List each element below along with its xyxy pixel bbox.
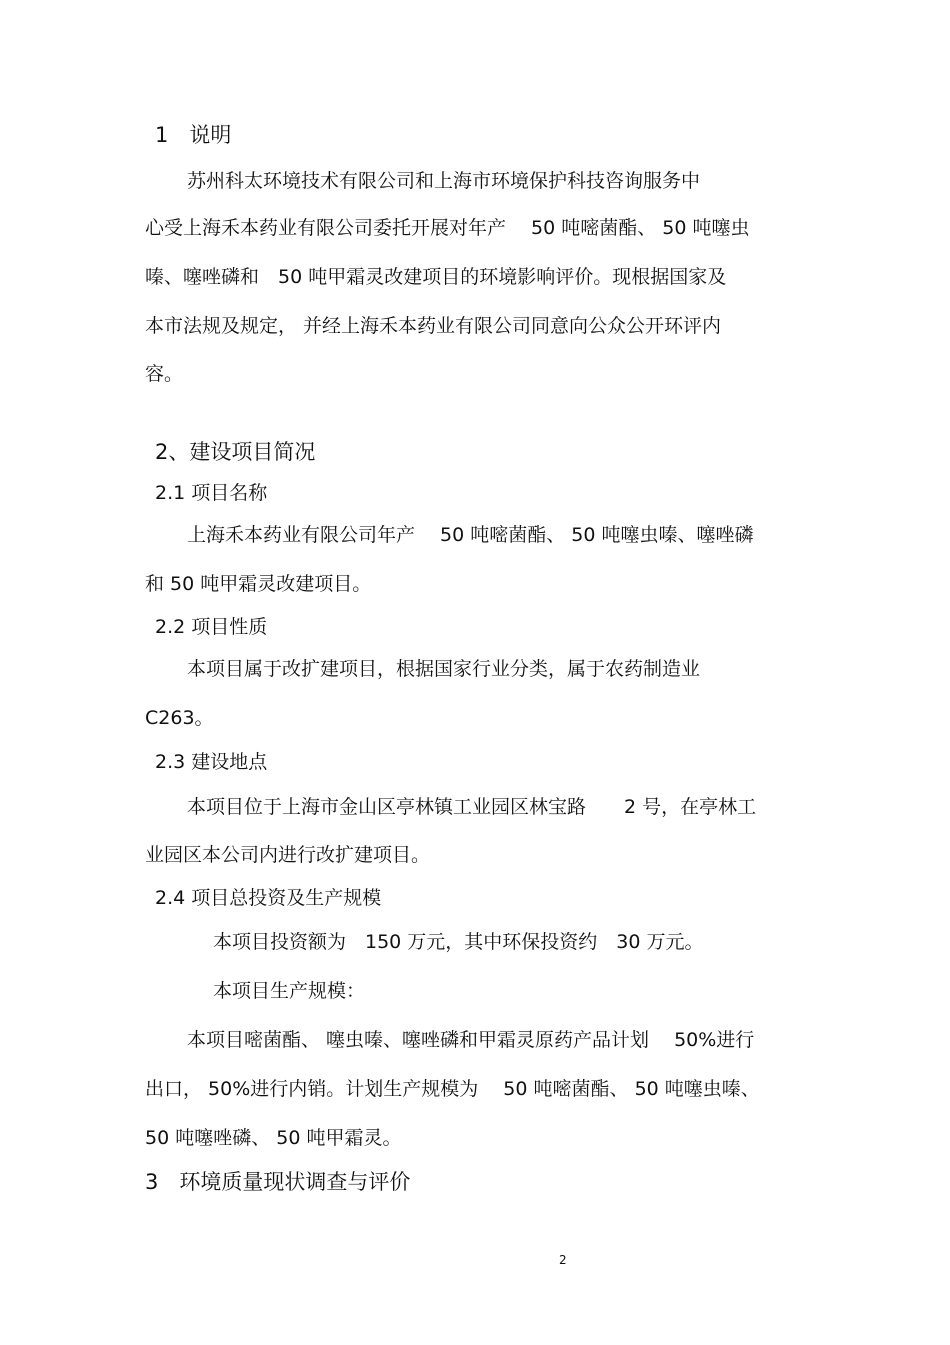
subsection-heading: 2.2 项目性质 bbox=[155, 616, 268, 638]
section-heading: 1 说明 bbox=[155, 123, 232, 147]
section-heading: 3 环境质量现状调查与评价 bbox=[145, 1170, 411, 1194]
section-heading: 2、建设项目简况 bbox=[155, 440, 316, 464]
page-number: 2 bbox=[559, 1253, 567, 1267]
paragraph-line: 和 50 吨甲霜灵改建项目。 bbox=[145, 573, 372, 595]
paragraph-line: 容。 bbox=[145, 363, 184, 385]
subsection-heading: 2.4 项目总投资及生产规模 bbox=[155, 887, 382, 909]
paragraph-line: 本项目属于改扩建项目，根据国家行业分类，属于农药制造业 bbox=[187, 658, 701, 680]
paragraph-line: 50 吨噻唑磷、 50 吨甲霜灵。 bbox=[145, 1127, 402, 1149]
paragraph-line: 本项目位于上海市金山区亭林镇工业园区林宝路 2 号，在亭林工 bbox=[187, 796, 757, 818]
paragraph-line: 本项目嘧菌酯、 噻虫嗪、噻唑磷和甲霜灵原药产品计划 50%进行 bbox=[187, 1029, 755, 1051]
paragraph-line: C263。 bbox=[145, 707, 214, 729]
paragraph-line: 本项目生产规模： bbox=[213, 980, 366, 1002]
paragraph-line: 本项目投资额为 150 万元，其中环保投资约 30 万元。 bbox=[213, 931, 704, 953]
subsection-heading: 2.3 建设地点 bbox=[155, 751, 268, 773]
paragraph-line: 业园区本公司内进行改扩建项目。 bbox=[145, 844, 431, 866]
paragraph-line: 上海禾本药业有限公司年产 50 吨嘧菌酯、 50 吨噻虫嗪、噻唑磷 bbox=[187, 524, 754, 546]
paragraph-line: 出口， 50%进行内销。计划生产规模为 50 吨嘧菌酯、 50 吨噻虫嗪、 bbox=[145, 1078, 760, 1100]
paragraph-line: 嗪、噻唑磷和 50 吨甲霜灵改建项目的环境影响评价。现根据国家及 bbox=[145, 266, 727, 288]
paragraph-line: 苏州科太环境技术有限公司和上海市环境保护科技咨询服务中 bbox=[187, 170, 701, 192]
paragraph-line: 本市法规及规定， 并经上海禾本药业有限公司同意向公众公开环评内 bbox=[145, 315, 722, 337]
subsection-heading: 2.1 项目名称 bbox=[155, 482, 268, 504]
paragraph-line: 心受上海禾本药业有限公司委托开展对年产 50 吨嘧菌酯、 50 吨噻虫 bbox=[145, 217, 750, 239]
